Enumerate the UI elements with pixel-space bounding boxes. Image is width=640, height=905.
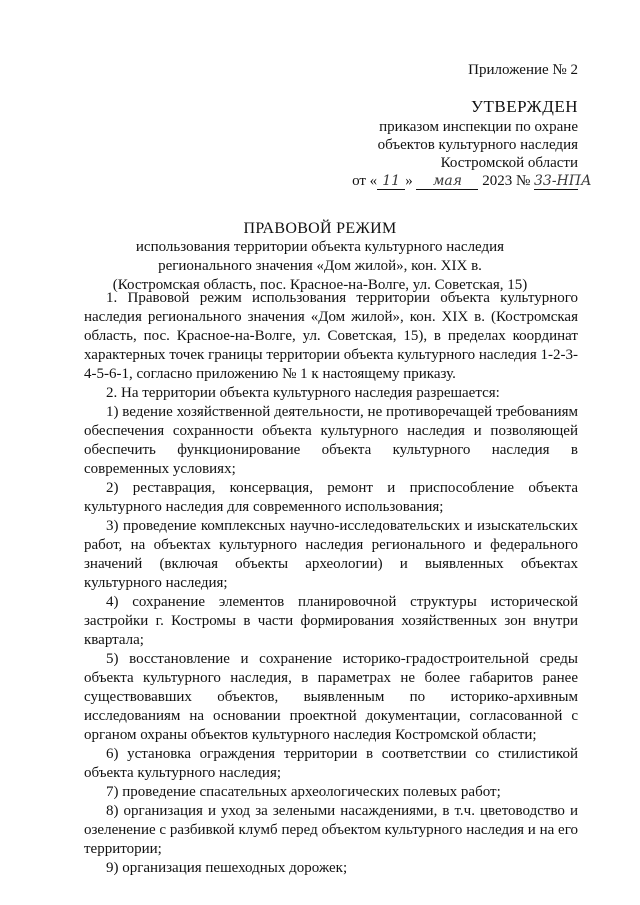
list-item: 5) восстановление и сохранение историко-градостроительной среды объекта культурного наследия, в параметрах не более габаритов ранее существовавших объектов, выявленным по историко-архивным исследованиям на основании проектной документации, согласованной с органом охраны объектов культурного наследия Костромской области; (84, 651, 578, 743)
list-item: 3) проведение комплексных научно-исследовательских и изыскательских работ, на объектах культурного наследия регионального и федерального значений (включая объекты археологии) и выявленных объектах культурного наследия; (84, 518, 578, 591)
title-line-1: использования территории объекта культурного наследия (135, 239, 505, 255)
paragraph-1: 1. Правовой режим использования территории объекта культурного наследия регионального значения «Дом жилой», кон. XIX в. (Костромская область, пос. Красное-на-Волге, ул. Советская, 15), в пределах координат характерных точек границы территории объекта культурного наследия 1-2-3-4-5-6-1, согласно приложению № 1 к настоящему приказу. (84, 290, 578, 382)
order-line-1: приказом инспекции по охране (379, 119, 578, 135)
date-prefix: от « (352, 173, 378, 189)
handwritten-month: мая (416, 174, 478, 190)
list-item: 6) установка ограждения территории в соответствии со стилистикой объекта культурного наследия; (84, 746, 578, 781)
handwritten-day: 11 (377, 174, 405, 190)
approved-heading: УТВЕРЖДЕН (471, 97, 578, 116)
appendix-number: Приложение № 2 (468, 62, 578, 78)
list-item: 2) реставрация, консервация, ремонт и приспособление объекта культурного наследия для современного использования; (84, 480, 578, 515)
list-item: 7) проведение спасательных археологических полевых работ; (106, 784, 501, 800)
approval-block (330, 96, 592, 190)
order-line-3: Костромской области (440, 155, 578, 171)
document-title (60, 219, 580, 295)
order-date-line (330, 172, 592, 190)
title-line-2: регионального значения «Дом жилой», кон. XIX в. (158, 258, 482, 274)
list-item: 8) организация и уход за зелеными насаждениями, в т.ч. цветоводство и озеленение с разбивкой клумб перед объектом культурного наследия и на его территории; (84, 803, 578, 857)
title-main: ПРАВОВОЙ РЕЖИМ (243, 220, 397, 237)
handwritten-order-number: 33-НПА (534, 173, 592, 189)
list-item: 4) сохранение элементов планировочной структуры исторической застройки г. Костромы в части формирования хозяйственных зон внутри квартала; (84, 594, 578, 648)
date-year: 2023 № (482, 173, 531, 189)
list-item: 9) организация пешеходных дорожек; (106, 860, 348, 876)
title-line-3: (Костромская область, пос. Красное-на-Волге, ул. Советская, 15) (112, 277, 528, 293)
date-mid: » (405, 173, 413, 189)
order-line-2: объектов культурного наследия (377, 137, 578, 153)
document-body (84, 289, 578, 878)
list-item: 1) ведение хозяйственной деятельности, не противоречащей требованиям обеспечения сохранности объекта культурного наследия и позволяющей обеспечить функционирование объекта культурного наследия в современных условиях; (84, 404, 578, 477)
paragraph-2: 2. На территории объекта культурного наследия разрешается: (106, 385, 500, 401)
